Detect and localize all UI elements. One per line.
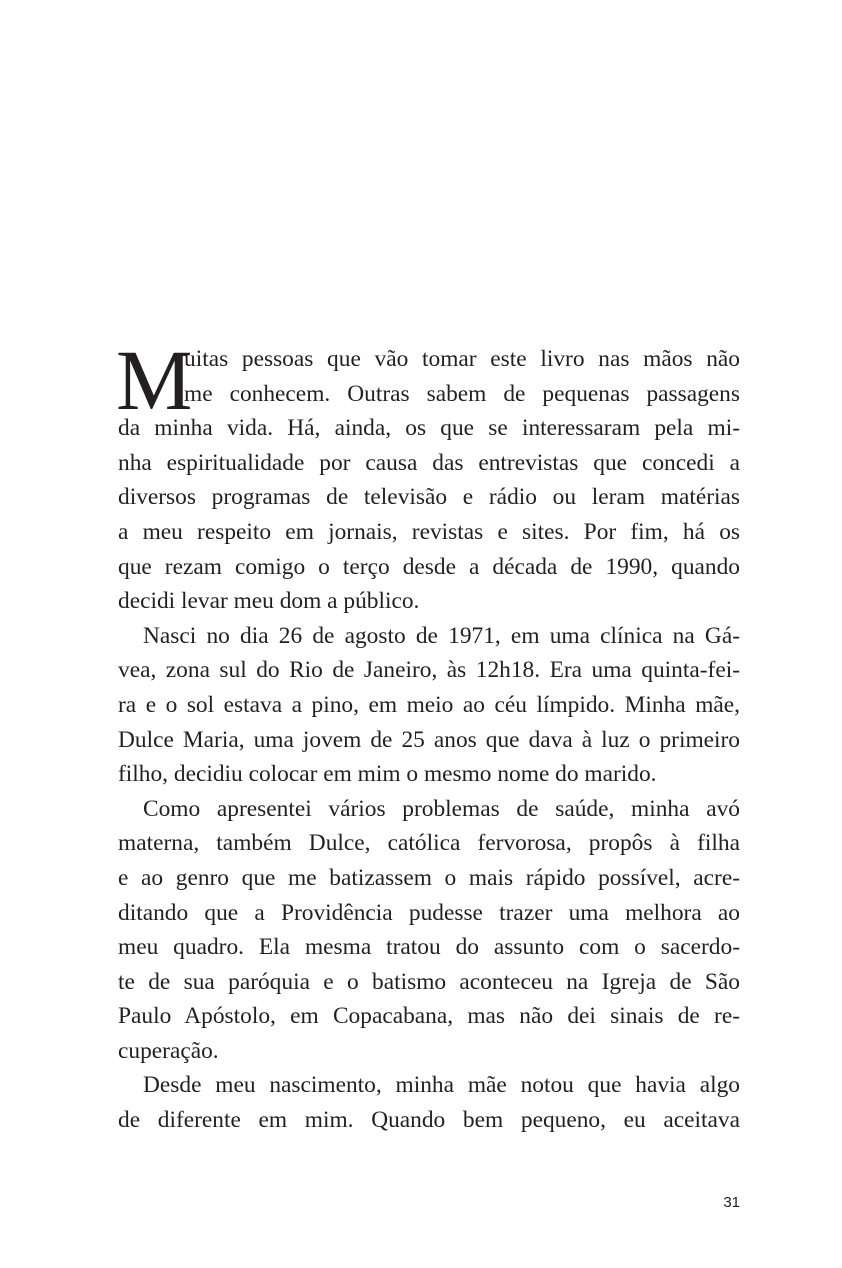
text-line: de diferente em mim. Quando bem pequeno, eu aceitava (118, 1107, 740, 1134)
page-number: 31 (723, 1194, 740, 1211)
text-line: filho, decidiu colocar em mim o mesmo nome do marido. (118, 761, 657, 788)
text-line: e ao genro que me batizassem o mais rápido possível, acre- (118, 864, 740, 891)
text-line: vea, zona sul do Rio de Janeiro, às 12h18. Era uma quinta-fei- (118, 657, 740, 684)
paragraph-4 (118, 1068, 740, 1137)
text-line: nha espiritualidade por causa das entrevistas que concedi a (118, 449, 740, 476)
text-line: uitas pessoas que vão tomar este livro nas mãos não (184, 346, 740, 372)
paragraph-1 (116, 332, 740, 619)
text-line: diversos programas de televisão e rádio ou leram matérias (118, 484, 740, 511)
paragraph-2 (118, 619, 740, 792)
text-line: cuperação. (118, 1037, 219, 1064)
text-line: Nasci no dia 26 de agosto de 1971, em uma clínica na Gá- (143, 622, 740, 649)
text-line: Desde meu nascimento, minha mãe notou que havia algo (143, 1072, 740, 1099)
paragraph-3 (118, 792, 740, 1069)
drop-cap: M (116, 332, 193, 428)
text-line: ra e o sol estava a pino, em meio ao céu límpido. Minha mãe, (118, 691, 740, 718)
text-line: te de sua paróquia e o batismo aconteceu na Igreja de São (118, 968, 740, 995)
text-line: que rezam comigo o terço desde a década de 1990, quando (118, 553, 740, 580)
text-line: ditando que a Providência pudesse trazer uma melhora ao (118, 899, 740, 926)
text-line: Como apresentei vários problemas de saúde, minha avó (143, 795, 740, 822)
text-line: meu quadro. Ela mesma tratou do assunto com o sacerdo- (118, 934, 740, 961)
text-line: da minha vida. Há, ainda, os que se interessaram pela mi- (118, 415, 740, 442)
text-line: a meu respeito em jornais, revistas e sites. Por fim, há os (118, 518, 740, 545)
text-line: me conhecem. Outras sabem de pequenas passagens (184, 380, 740, 407)
text-line: materna, também Dulce, católica fervorosa, propôs à filha (118, 830, 740, 857)
text-line: Paulo Apóstolo, em Copacabana, mas não dei sinais de re- (118, 1003, 740, 1030)
body-text (116, 332, 740, 1138)
text-line: Dulce Maria, uma jovem de 25 anos que dava à luz o primeiro (118, 726, 740, 753)
text-line: decidi levar meu dom a público. (118, 588, 420, 615)
